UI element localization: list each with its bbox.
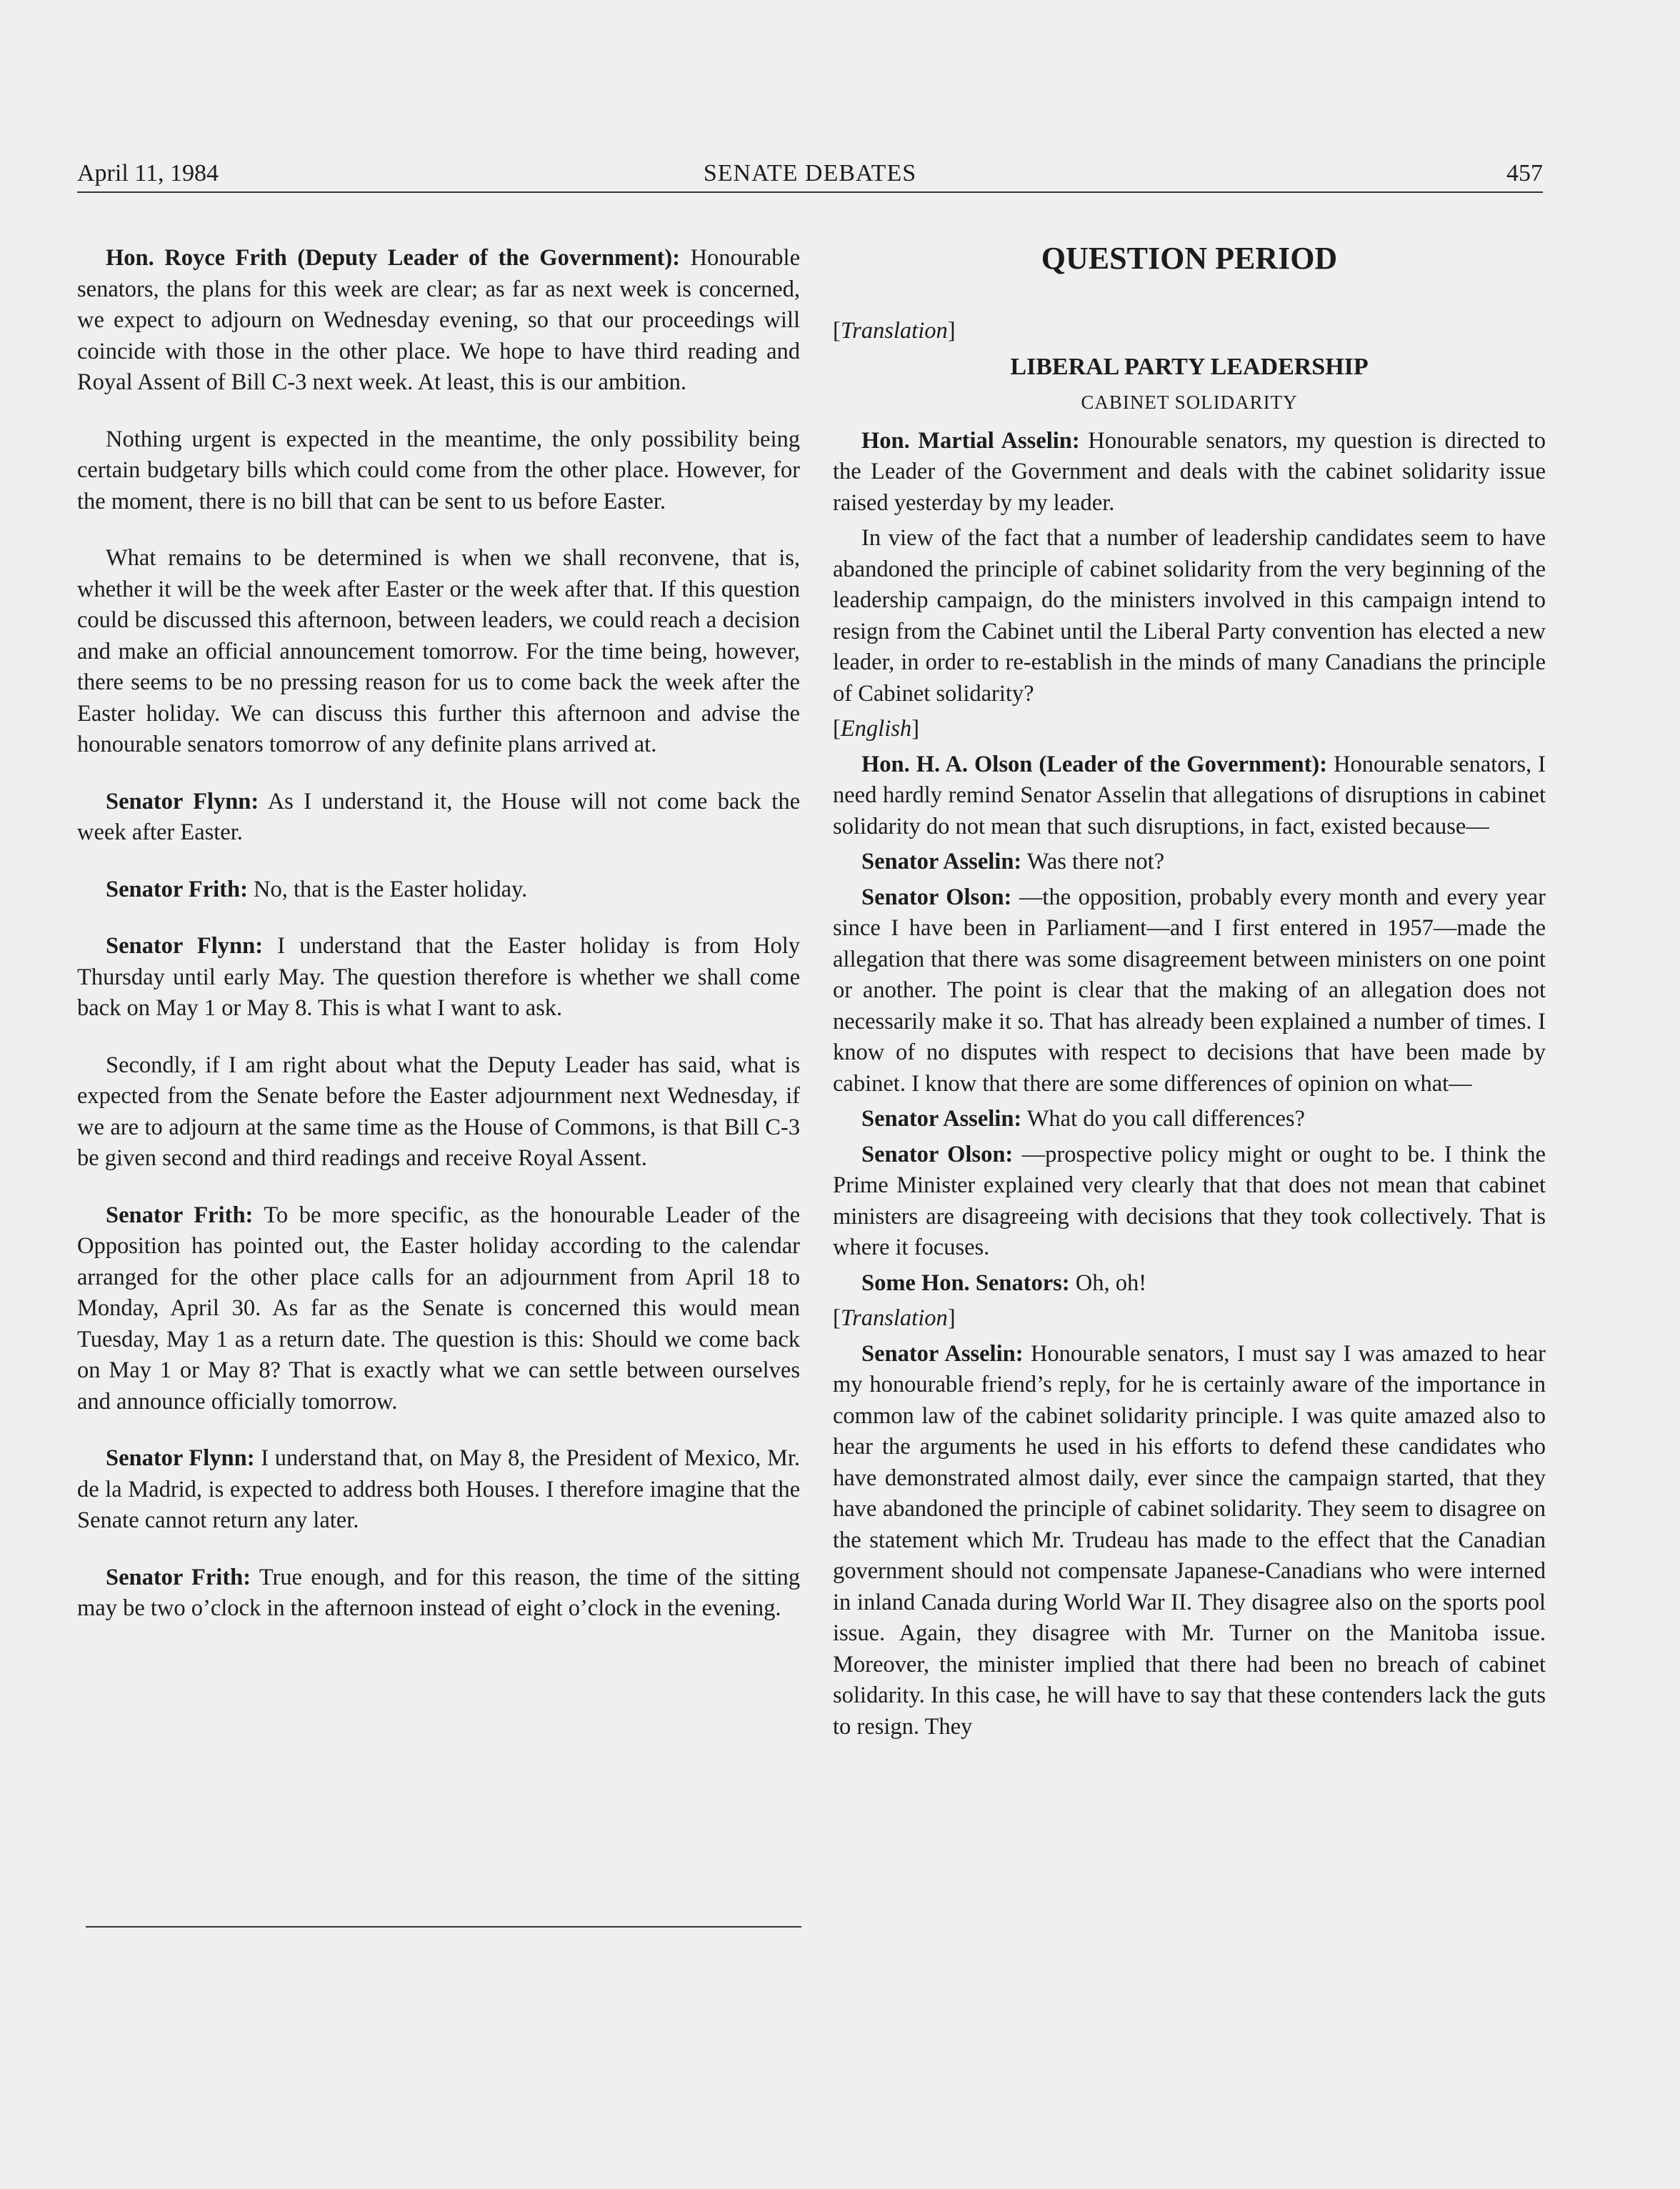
paragraph	[77, 931, 800, 1024]
paragraph	[833, 1268, 1546, 1300]
paragraph	[833, 882, 1546, 1100]
speaker-name: Hon. H. A. Olson (Leader of the Government):	[861, 751, 1328, 777]
paragraph-text: Honourable senators, my question is directed to the Leader of the Government and deals with the cabinet solidarity issue raised yesterday by my leader.	[833, 427, 1546, 516]
right-column	[833, 237, 1546, 1747]
paragraph	[77, 787, 800, 849]
paragraph	[77, 874, 800, 906]
paragraph	[77, 1562, 800, 1625]
paragraph-text: Honourable senators, I must say I was amazed to hear my honourable friend’s reply, for he is certainly aware of the importance in common law of the cabinet solidarity principle. I was quite amazed also to hear the arguments he used in his efforts to defend these candidates who have demonstrated almost daily, ever since the campaign started, that they have abandoned the principle of cabinet solidarity. They seem to disagree on the statement which Mr. Trudeau has made to the effect that the Canadian government should not compensate Japanese-Canadians who were interned in inland Canada during World War II. They disagree also on the sports pool issue. Again, they disagree with Mr. Turner on the Manitoba issue. Moreover, the minister implied that there had been no breach of cabinet solidarity. In this case, he will have to say that these contenders lack the guts to resign. They	[833, 1340, 1546, 1740]
column-end-rule	[86, 1926, 801, 1928]
paragraph-text: Was there not?	[1021, 849, 1165, 874]
paragraph	[833, 1140, 1546, 1264]
paragraph	[77, 243, 800, 399]
header-date: April 11, 1984	[77, 160, 219, 186]
paragraph	[77, 1443, 800, 1537]
paragraph	[833, 749, 1546, 843]
speaker-name: Senator Asselin:	[861, 849, 1022, 874]
language-tag: [Translation]	[833, 318, 956, 344]
sub-subheading: CABINET SOLIDARITY	[1081, 391, 1298, 413]
speaker-name: Senator Frith:	[106, 1202, 254, 1228]
speaker-name: Some Hon. Senators:	[861, 1270, 1070, 1296]
language-tag: [Translation]	[833, 1305, 956, 1331]
paragraph-text: True enough, and for this reason, the time of the sitting may be two o’clock in the afternoon instead of eight o’clock in the evening.	[77, 1564, 800, 1621]
header-title: SENATE DEBATES	[703, 160, 917, 186]
paragraph-text: Honourable senators, I need hardly remind Senator Asselin that allegations of disruptions in cabinet solidarity do not mean that such disruptions, in fact, existed because—	[833, 751, 1546, 839]
speaker-name: Senator Frith:	[106, 876, 248, 902]
paragraph-text: Honourable senators, the plans for this week are clear; as far as next week is concerned, we expect to adjourn on Wednesday evening, so that our proceedings will coincide with those in the other place. We hope to have third reading and Royal Assent of Bill C-3 next week. At least, this is our ambition.	[77, 245, 800, 395]
paragraph	[833, 523, 1546, 709]
paragraph	[77, 543, 800, 761]
paragraph	[833, 426, 1546, 519]
paragraph-text: —prospective policy might or ought to be. I think the Prime Minister explained very clearly that that does not mean that cabinet ministers are disagreeing with decisions that they took collectively. That is where it focuses.	[833, 1141, 1546, 1260]
paragraph-text: Nothing urgent is expected in the meantime, the only possibility being certain budgetary bills which could come from the other place. However, for the moment, there is no bill that can be sent to us before Easter.	[77, 426, 800, 514]
paragraph	[833, 1339, 1546, 1743]
paragraph-text: What do you call differences?	[1021, 1106, 1305, 1132]
paragraph	[833, 847, 1546, 878]
paragraph-text: Secondly, if I am right about what the Deputy Leader has said, what is expected from the Senate before the Easter adjournment next Wednesday, if we are to adjourn at the same time as the House of Commons, is that Bill C-3 be given second and third readings and receive Royal Assent.	[77, 1052, 800, 1171]
language-tag: [English]	[833, 716, 919, 742]
left-column	[77, 243, 800, 1650]
speaker-name: Senator Asselin:	[861, 1340, 1024, 1367]
speaker-name: Senator Flynn:	[106, 933, 264, 959]
paragraph	[77, 424, 800, 518]
speaker-name: Senator Olson:	[861, 1141, 1014, 1167]
paragraph-text: As I understand it, the House will not come back the week after Easter.	[77, 788, 800, 845]
header-page-number: 457	[1506, 160, 1543, 186]
paragraph	[77, 1200, 800, 1418]
section-title: QUESTION PERIOD	[1041, 241, 1338, 276]
subheading: LIBERAL PARTY LEADERSHIP	[1010, 353, 1369, 380]
paragraph-text: No, that is the Easter holiday.	[247, 876, 528, 902]
paragraph	[77, 1050, 800, 1175]
speaker-name: Senator Flynn:	[106, 788, 259, 814]
paragraph-text: What remains to be determined is when we shall reconvene, that is, whether it will be the week after Easter or the week after that. If this question could be discussed this afternoon, between leaders, we could reach a decision and make an official announcement tomorrow. For the time being, however, there seems to be no pressing reason for us to come back the week after the Easter holiday. We can discuss this further this afternoon and advise the honourable senators tomorrow of any definite plans arrived at.	[77, 545, 800, 757]
speaker-name: Hon. Royce Frith (Deputy Leader of the Government):	[106, 245, 681, 271]
paragraph	[833, 1104, 1546, 1135]
speaker-name: Senator Asselin:	[861, 1106, 1022, 1132]
running-header	[77, 156, 1543, 193]
speaker-name: Hon. Martial Asselin:	[861, 427, 1080, 454]
paragraph-text: Oh, oh!	[1069, 1270, 1147, 1296]
paragraph-text: To be more specific, as the honourable Leader of the Opposition has pointed out, the Easter holiday according to the calendar arranged for the other place calls for an adjournment from April 18 to Monday, April 30. As far as the Senate is concerned this would mean Tuesday, May 1 as a return date. The question is this: Should we come back on May 1 or May 8? That is exactly what we can settle between ourselves and announce officially tomorrow.	[77, 1202, 801, 1415]
speaker-name: Senator Frith:	[106, 1564, 251, 1590]
paragraph-text: In view of the fact that a number of leadership candidates seem to have abandoned the principle of cabinet solidarity from the very beginning of the leadership campaign, do the ministers involved in this campaign intend to resign from the Cabinet until the Liberal Party convention has elected a new leader, in order to re-establish in the minds of many Canadians the principle of Cabinet solidarity?	[833, 525, 1546, 707]
paragraph-text: I understand that the Easter holiday is from Holy Thursday until early May. The question therefore is whether we shall come back on May 1 or May 8. This is what I want to ask.	[77, 933, 800, 1021]
paragraph-text: I understand that, on May 8, the President of Mexico, Mr. de la Madrid, is expected to address both Houses. I therefore imagine that the Senate cannot return any later.	[77, 1445, 800, 1533]
paragraph-text: —the opposition, probably every month and every year since I have been in Parliament—and I first entered in 1957—made the allegation that there was some disagreement between ministers on one point or another. The point is clear that the making of an allegation does not necessarily make it so. That has already been explained a number of times. I know of no disputes with respect to decisions that have been made by cabinet. I know that there are some differences of opinion on what—	[833, 884, 1546, 1097]
speaker-name: Senator Flynn:	[106, 1445, 255, 1471]
speaker-name: Senator Olson:	[861, 884, 1012, 910]
